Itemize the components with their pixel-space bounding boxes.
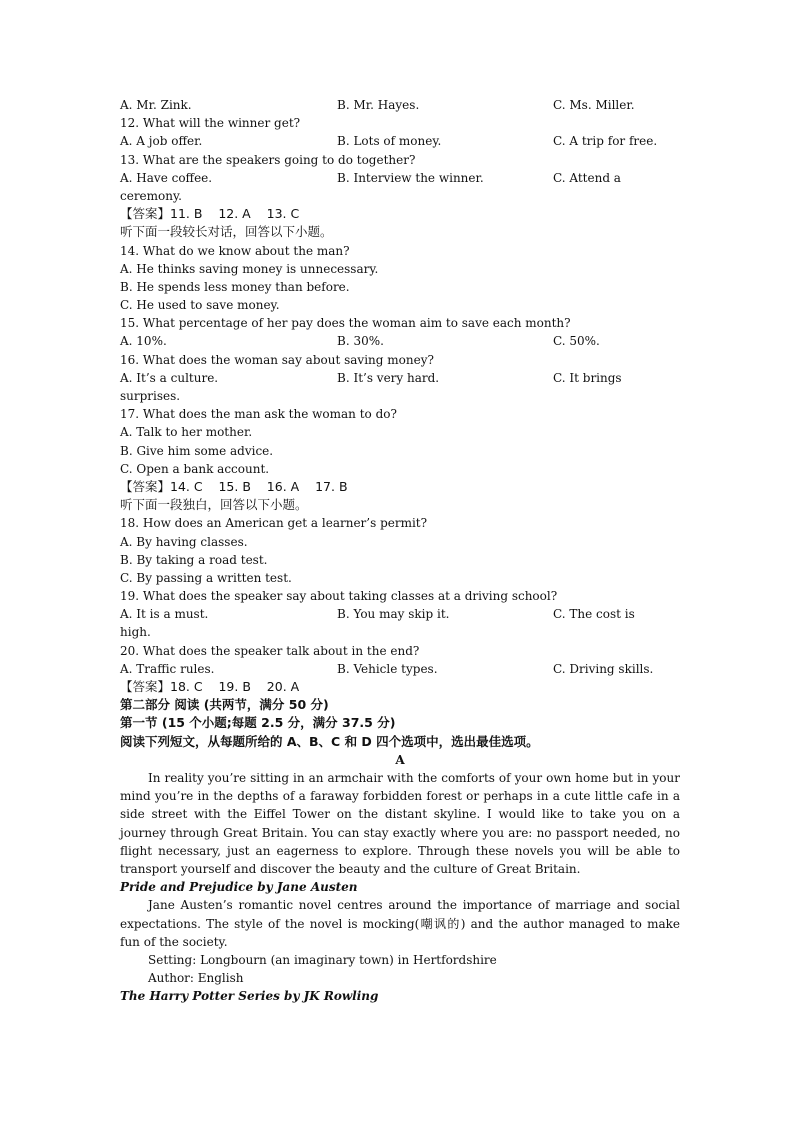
- q16-stem: 16. What does the woman say about saving money?: [120, 352, 434, 367]
- option-a: A. A job offer.: [120, 134, 203, 149]
- option-a: A. 10%.: [120, 334, 167, 349]
- book-setting: Setting: Longbourn (an imaginary town) in Hertfordshire: [148, 952, 497, 967]
- document-page: [120, 96, 680, 1006]
- q13-option-c-continued: ceremony.: [120, 188, 182, 203]
- q12-stem: 12. What will the winner get?: [120, 116, 301, 131]
- option-c: C. He used to save money.: [120, 298, 280, 313]
- answer-key: 【答案】18. C 19. B 20. A: [120, 679, 300, 694]
- q11-options: [120, 96, 680, 114]
- option-c: C. Driving skills.: [553, 661, 654, 676]
- q15-stem: 15. What percentage of her pay does the woman aim to save each month?: [120, 316, 571, 331]
- option-c: C. Open a bank account.: [120, 461, 270, 476]
- answer-key: 【答案】11. B 12. A 13. C: [120, 206, 300, 222]
- q13-stem: 13. What are the speakers going to do together?: [120, 152, 416, 167]
- intro-paragraph: In reality you’re sitting in an armchair with the comforts of your own home but in your mind you’re in the depths of a faraway forbidden forest or perhaps in a cute little cafe in a side street with the Eiffel Tower on the distant skyline. I would like to take you on a journey through Great Britain. You can stay exactly where you are: no passport needed, no flight necessary, just an eagerness to explore. Through these novels you will be able to transport yourself and discover the beauty and the culture of Great Britain.: [120, 770, 680, 876]
- q13-options: [120, 169, 680, 187]
- option-b: B. He spends less money than before.: [120, 279, 350, 294]
- option-b: B. Give him some advice.: [120, 443, 274, 458]
- q17-stem: 17. What does the man ask the woman to do?: [120, 407, 397, 422]
- book-author: Author: English: [148, 971, 244, 986]
- book-title: The Harry Potter Series by JK Rowling: [120, 989, 379, 1004]
- option-b: B. It’s very hard.: [337, 370, 440, 385]
- reading-instruction: 阅读下列短文，从每题所给的 A、B、C 和 D 四个选项中，选出最佳选项。: [120, 733, 539, 749]
- option-a: A. It’s a culture.: [120, 370, 219, 385]
- option-c: C. It brings: [553, 370, 622, 385]
- option-c: C. By passing a written test.: [120, 570, 292, 585]
- option-b: B. Interview the winner.: [337, 170, 484, 185]
- option-c: C. Ms. Miller.: [553, 98, 635, 112]
- q19-option-c-continued: high.: [120, 625, 151, 640]
- option-b: B. Mr. Hayes.: [337, 98, 420, 112]
- option-b: B. By taking a road test.: [120, 552, 268, 567]
- option-c: C. Attend a: [553, 170, 621, 185]
- section-heading: 第一节 (15 个小题;每题 2.5 分，满分 37.5 分): [120, 715, 396, 731]
- part-heading: 第二部分 阅读 (共两节，满分 50 分): [120, 697, 329, 713]
- q16-option-c-continued: surprises.: [120, 389, 181, 403]
- q20-options: [120, 660, 680, 678]
- option-a: A. Mr. Zink.: [120, 98, 192, 112]
- option-b: B. Vehicle types.: [337, 661, 438, 676]
- listening-instruction: 听下面一段独白，回答以下小题。: [120, 497, 308, 513]
- listening-instruction: 听下面一段较长对话，回答以下小题。: [120, 224, 333, 240]
- q18-stem: 18. How does an American get a learner’s permit?: [120, 516, 428, 531]
- answer-key: 【答案】14. C 15. B 16. A 17. B: [120, 478, 348, 494]
- option-a: A. By having classes.: [120, 534, 248, 549]
- option-a: A. Have coffee.: [120, 170, 213, 185]
- option-a: A. He thinks saving money is unnecessary.: [120, 261, 379, 276]
- q16-options: [120, 369, 680, 387]
- option-b: B. 30%.: [337, 334, 384, 349]
- q20-stem: 20. What does the speaker talk about in the end?: [120, 643, 420, 658]
- q19-options: [120, 605, 680, 623]
- book-title: Pride and Prejudice by Jane Austen: [120, 880, 358, 895]
- option-c: C. A trip for free.: [553, 134, 658, 149]
- option-a: A. Talk to her mother.: [120, 425, 253, 440]
- q15-options: [120, 332, 680, 350]
- option-c: C. The cost is: [553, 607, 635, 622]
- option-a: A. It is a must.: [120, 607, 209, 622]
- q14-stem: 14. What do we know about the man?: [120, 243, 350, 258]
- option-c: C. 50%.: [553, 334, 600, 349]
- option-b: B. You may skip it.: [337, 607, 450, 622]
- q19-stem: 19. What does the speaker say about taking classes at a driving school?: [120, 589, 558, 604]
- book-description: Jane Austen’s romantic novel centres around the importance of marriage and social expectations. The style of the novel is mocking(嘲讽的) and the author managed to make fun of the society.: [120, 898, 680, 949]
- option-b: B. Lots of money.: [337, 134, 442, 149]
- q12-options: [120, 132, 680, 150]
- passage-label: A: [395, 752, 405, 767]
- option-a: A. Traffic rules.: [120, 661, 215, 676]
